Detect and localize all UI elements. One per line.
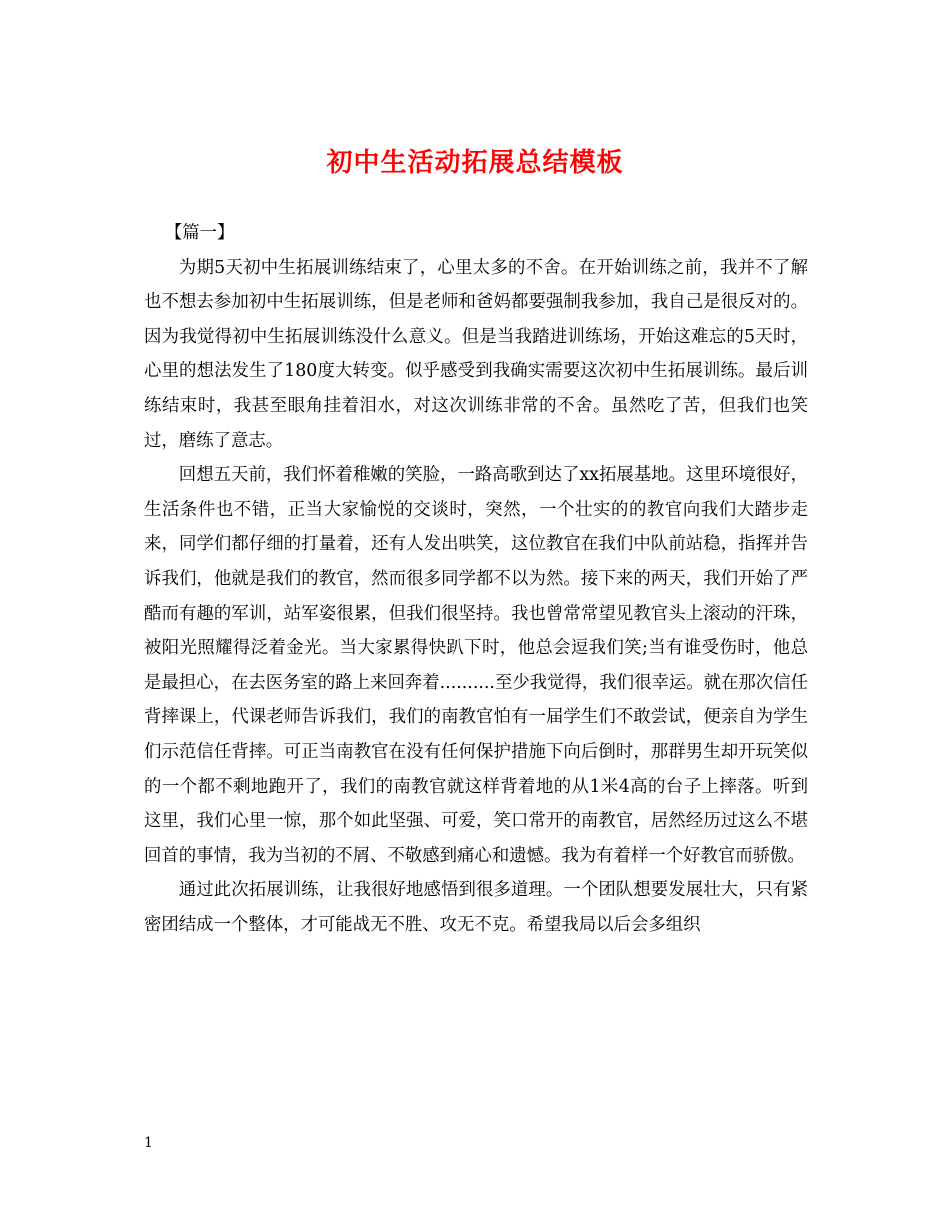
document-title: 初中生活动拓展总结模板	[326, 148, 624, 178]
paragraph-2: 回想五天前，我们怀着稚嫩的笑脸，一路高歌到达了xx拓展基地。这里环境很好，生活条件也不错，正当大家愉悦的交谈时，突然，一个壮实的的教官向我们大踏步走来，同学们都仔细的打量着，还有人发出哄笑，这位教官在我们中队前站稳，指挥并告诉我们，他就是我们的教官，然而很多同学都不以为然。接下来的两天，我们开始了严酷而有趣的军训，站军姿很累，但我们很坚持。我也曾常常望见教官头上滚动的汗珠，被阳光照耀得泛着金光。当大家累得快趴下时，他总会逗我们笑;当有谁受伤时，他总是最担心，在去医务室的路上来回奔着..........至少我觉得，我们很幸运。就在那次信任背摔课上，代课老师告诉我们，我们的南教官怕有一届学生们不敢尝试，便亲自为学生们示范信任背摔。可正当南教官在没有任何保护措施下向后倒时，那群男生却开玩笑似的一个都不剩地跑开了，我们的南教官就这样背着地的从1米4高的台子上摔落。听到这里，我们心里一惊，那个如此坚强、可爱，笑口常开的南教官，居然经历过这么不堪回首的事情，我为当初的不屑、不敬感到痛心和遗憾。我为有着样一个好教官而骄傲。	[144, 465, 808, 866]
document-body	[144, 216, 808, 942]
section-heading: 【篇一】	[164, 223, 235, 243]
paragraph-3: 通过此次拓展训练，让我很好地感悟到很多道理。一个团队想要发展壮大，只有紧密团结成一个整体，才可能战无不胜、攻无不克。希望我局以后会多组织	[144, 880, 808, 935]
paragraph-1: 为期5天初中生拓展训练结束了，心里太多的不舍。在开始训练之前，我并不了解也不想去参加初中生拓展训练，但是老师和爸妈都要强制我参加，我自己是很反对的。因为我觉得初中生拓展训练没什么意义。但是当我踏进训练场，开始这难忘的5天时，心里的想法发生了180度大转变。似乎感受到我确实需要这次初中生拓展训练。最后训练结束时，我甚至眼角挂着泪水，对这次训练非常的不舍。虽然吃了苦，但我们也笑过，磨练了意志。	[144, 257, 808, 451]
page-number: 1	[144, 1135, 153, 1151]
